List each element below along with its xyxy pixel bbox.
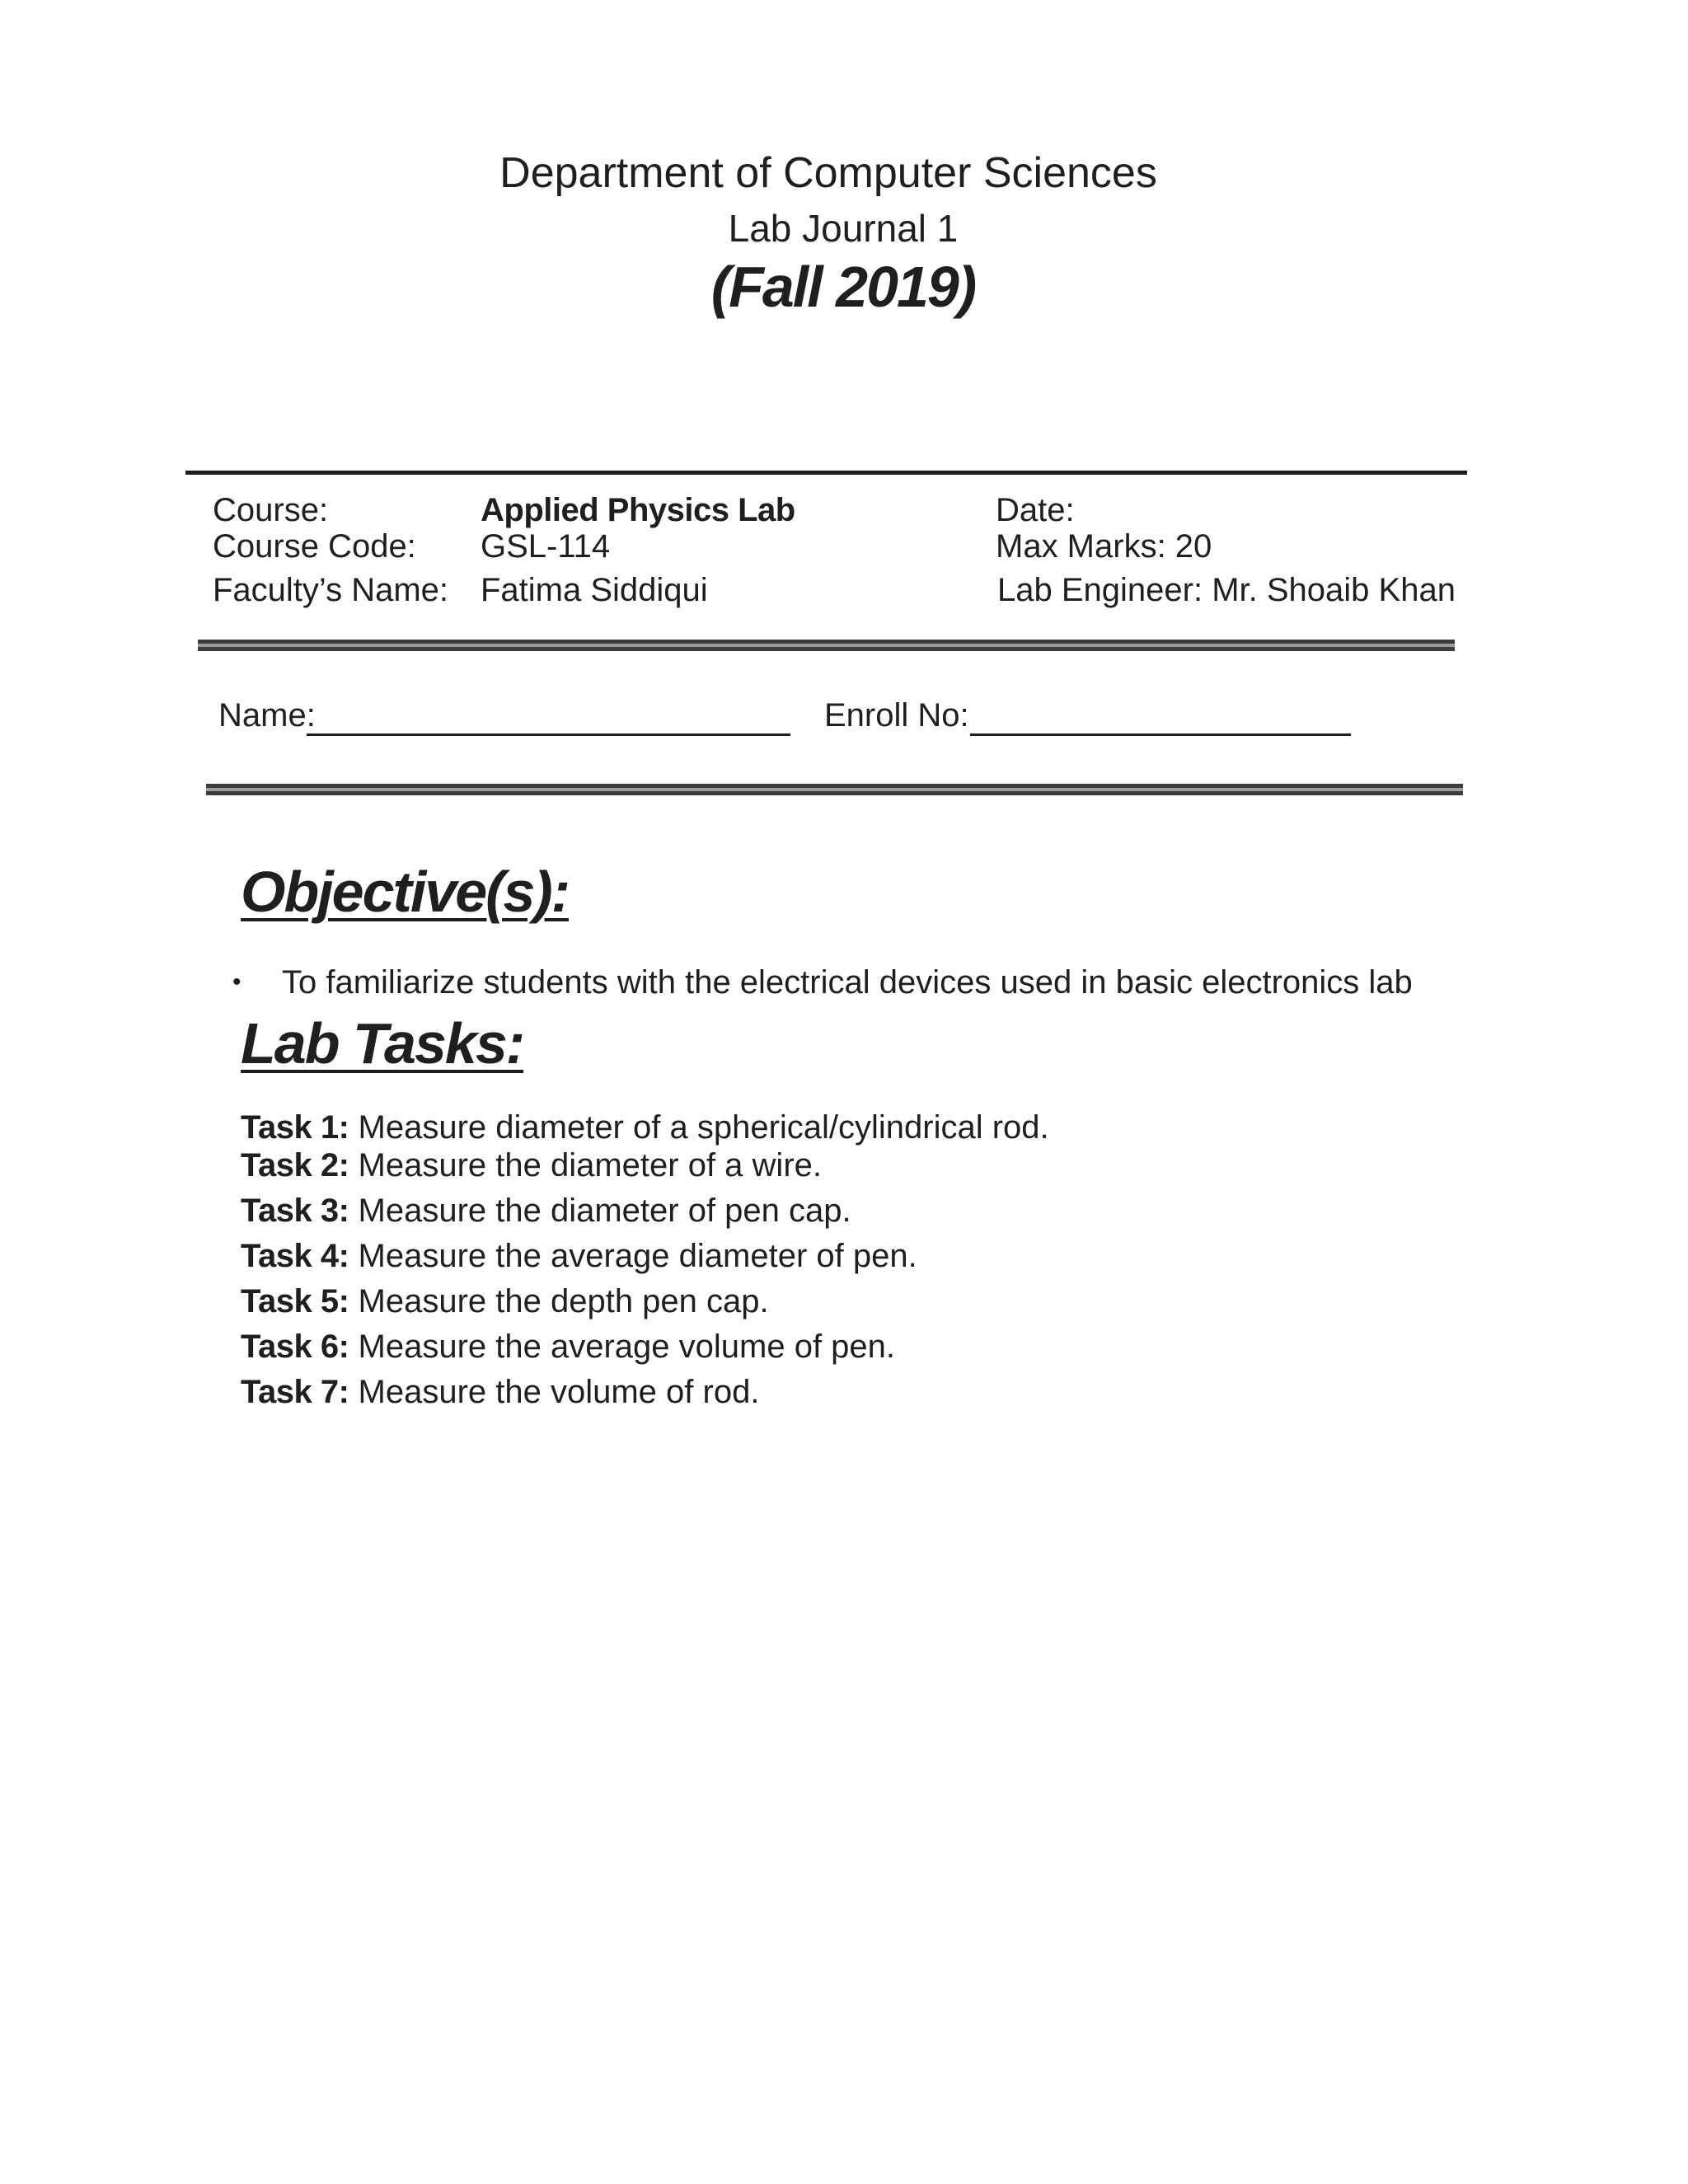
info-divider (198, 640, 1455, 651)
top-divider (185, 471, 1467, 475)
task-text: Measure the average diameter of pen. (358, 1238, 917, 1274)
task-text: Measure the diameter of pen cap. (358, 1193, 851, 1229)
task-label: Task 2: (241, 1147, 349, 1183)
enroll-field[interactable] (970, 733, 1351, 736)
course-code-label: Course Code: (213, 528, 416, 565)
task-text: Measure diameter of a spherical/cylindrical rod. (358, 1109, 1049, 1146)
lab-tasks-heading: Lab Tasks: (241, 1011, 524, 1076)
task-text: Measure the volume of rod. (358, 1374, 760, 1410)
max-marks: Max Marks: 20 (996, 528, 1212, 565)
task-label: Task 4: (241, 1238, 349, 1274)
task-label: Task 3: (241, 1193, 349, 1229)
student-divider (206, 784, 1463, 795)
task-item (241, 1326, 895, 1367)
faculty-label: Faculty’s Name: (213, 572, 449, 608)
task-text: Measure the depth pen cap. (358, 1283, 769, 1319)
objectives-heading: Objective(s): (241, 860, 569, 924)
name-field[interactable] (307, 733, 790, 736)
course-value: Applied Physics Lab (481, 492, 795, 528)
date-label: Date: (996, 492, 1075, 528)
enroll-label: Enroll No: (824, 697, 969, 733)
task-label: Task 6: (241, 1329, 349, 1365)
course-label: Course: (213, 492, 329, 528)
name-label: Name: (218, 697, 316, 733)
department-title: Department of Computer Sciences (499, 149, 1157, 197)
lab-engineer: Lab Engineer: Mr. Shoaib Khan (997, 572, 1456, 608)
faculty-value: Fatima Siddiqui (481, 572, 708, 608)
task-item (241, 1371, 759, 1413)
task-item (241, 1235, 917, 1277)
task-text: Measure the average volume of pen. (358, 1329, 896, 1365)
task-label: Task 7: (241, 1374, 349, 1410)
term-title: (Fall 2019) (710, 255, 976, 319)
course-code-value: GSL-114 (481, 528, 611, 565)
objective-item: To familiarize students with the electrical devices used in basic electronics lab (282, 964, 1413, 1001)
objective-bullet: • (232, 968, 241, 996)
task-item (241, 1107, 1049, 1148)
task-item (241, 1281, 769, 1322)
task-item (241, 1190, 851, 1231)
task-label: Task 5: (241, 1283, 349, 1319)
task-item (241, 1145, 822, 1186)
task-label: Task 1: (241, 1109, 349, 1146)
task-text: Measure the diameter of a wire. (358, 1147, 822, 1183)
journal-title: Lab Journal 1 (728, 207, 959, 250)
